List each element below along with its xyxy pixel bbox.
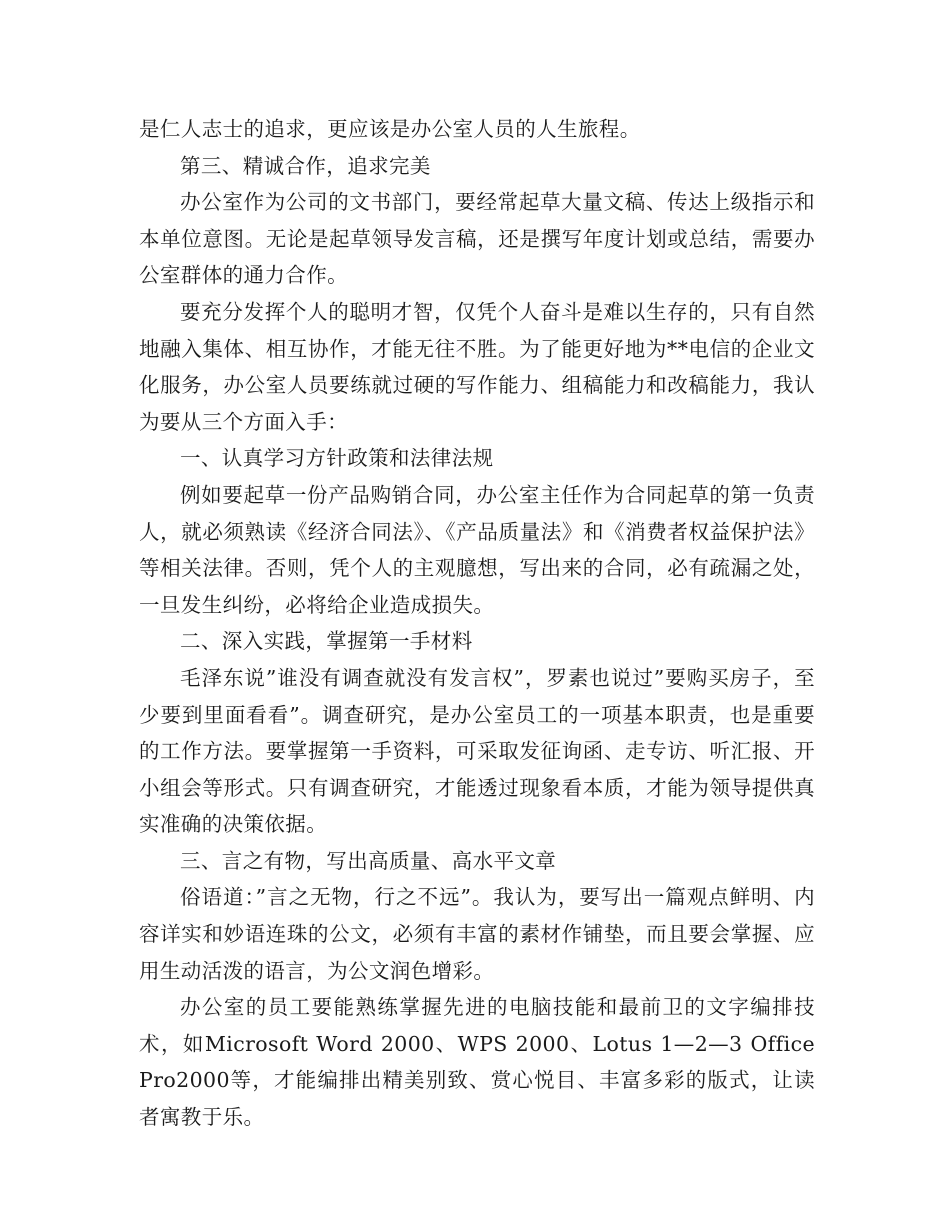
paragraph: 要充分发挥个人的聪明才智，仅凭个人奋斗是难以生存的，只有自然地融入集体、相互协作，才能无往不胜。为了能更好地为**电信的企业文化服务，办公室人员要练就过硬的写作能力、组稿能力和改稿能力，我认为要从三个方面入手：	[139, 299, 815, 434]
subheading-3: 三、言之有物，写出高质量、高水平文章	[180, 848, 557, 873]
paragraph: 毛泽东说”谁没有调查就没有发言权”，罗素也说过”要购买房子，至少要到里面看看”。调查研究，是办公室员工的一项基本职责，也是重要的工作方法。要掌握第一手资料，可采取发征询函、走专访、听汇报、开小组会等形式。只有调查研究，才能透过现象看本质，才能为领导提供真实准确的决策依据。	[139, 665, 815, 837]
subheading-2: 二、深入实践，掌握第一手材料	[180, 629, 473, 654]
section-heading-3: 第三、精诚合作，追求完美	[180, 153, 431, 178]
paragraph: 办公室的员工要能熟练掌握先进的电脑技能和最前卫的文字编排技术，如Microsoft Word 2000、WPS 2000、Lotus 1—2—3 Office Pro2000等，才能编排出精美别致、赏心悦目、丰富多彩的版式，让读者寓教于乐。	[139, 995, 815, 1130]
paragraph: 俗语道：”言之无物，行之不远”。我认为，要写出一篇观点鲜明、内容详实和妙语连珠的公文，必须有丰富的素材作铺垫，而且要会掌握、应用生动活泼的语言，为公文润色增彩。	[139, 885, 815, 983]
subheading-1: 一、认真学习方针政策和法律法规	[180, 446, 494, 471]
paragraph-continuation: 是仁人志士的追求，更应该是办公室人员的人生旅程。	[139, 117, 641, 141]
paragraph: 例如要起草一份产品购销合同，办公室主任作为合同起草的第一负责人，就必须熟读《经济合同法》、《产品质量法》和《消费者权益保护法》等相关法律。否则，凭个人的主观臆想，写出来的合同，必有疏漏之处，一旦发生纠纷，必将给企业造成损失。	[139, 482, 815, 617]
document-body	[139, 111, 815, 1136]
paragraph: 办公室作为公司的文书部门，要经常起草大量文稿、传达上级指示和本单位意图。无论是起草领导发言稿，还是撰写年度计划或总结，需要办公室群体的通力合作。	[139, 190, 815, 288]
